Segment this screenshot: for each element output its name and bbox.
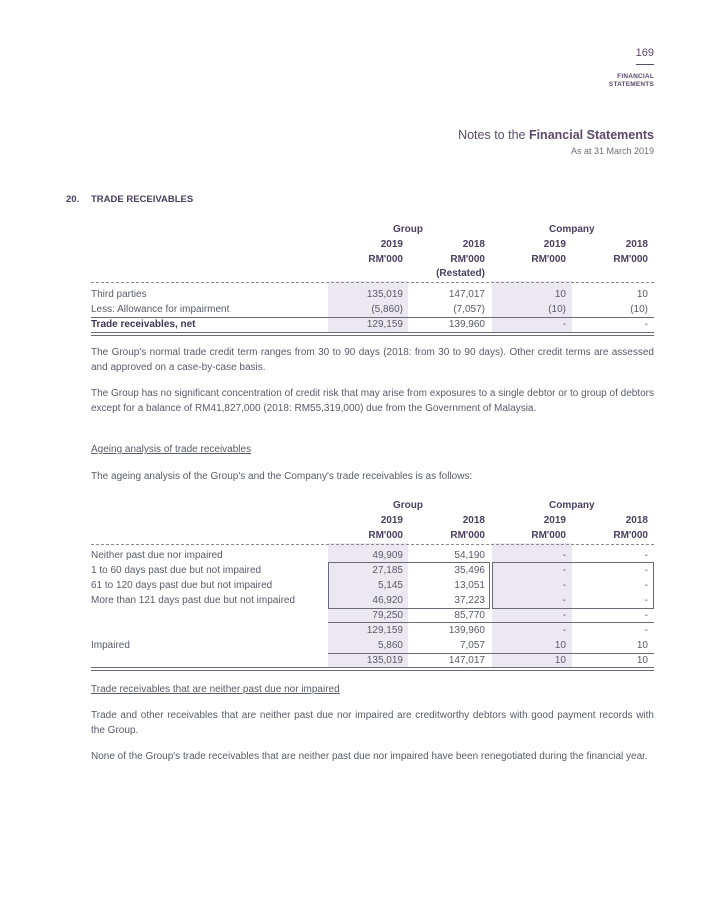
cell-value: -: [644, 580, 648, 591]
page-number: 169: [635, 47, 654, 59]
year-header: 2019: [543, 239, 566, 250]
row-label: More than 121 days past due but not impaired: [91, 595, 296, 606]
cell-value: 139,960: [448, 319, 485, 330]
cell-value: -: [562, 595, 566, 606]
subtotal-rule: [328, 622, 654, 623]
cell-value: (7,057): [453, 304, 485, 315]
cell-value: 79,250: [372, 610, 403, 621]
total-double-rule: [91, 332, 654, 336]
cell-value: -: [562, 565, 566, 576]
group-header: Group: [393, 500, 423, 511]
cell-value: -: [562, 550, 566, 561]
note-heading: [66, 194, 193, 205]
paragraph: The ageing analysis of the Group's and the Company's trade receivables is as follows:: [91, 471, 473, 482]
cell-value: 13,051: [454, 580, 485, 591]
cell-value: -: [644, 610, 648, 621]
cell-value: 7,057: [459, 640, 485, 651]
paragraph: None of the Group's trade receivables that are neither past due nor impaired have been renegotiated during the financial year.: [91, 751, 648, 762]
paragraph: Trade and other receivables that are neither past due nor impaired are creditworthy debtors with good payment records with the Group.: [91, 710, 654, 736]
year-header: 2018: [462, 515, 485, 526]
ageing-analysis-table: [91, 498, 654, 670]
cell-value: (5,860): [371, 304, 403, 315]
unit-header: RM'000: [368, 254, 403, 265]
unit-header: RM'000: [368, 530, 403, 541]
unit-header: RM'000: [613, 530, 648, 541]
cell-value: (10): [630, 304, 648, 315]
unit-header: RM'000: [531, 530, 566, 541]
section-label: [609, 73, 654, 89]
cell-value: (10): [548, 304, 566, 315]
cell-value: -: [644, 550, 648, 561]
row-label: 1 to 60 days past due but not impaired: [91, 565, 262, 576]
cell-value: -: [644, 565, 648, 576]
note-title: TRADE RECEIVABLES: [91, 194, 194, 205]
subtotal-rule: [91, 317, 654, 318]
unit-header: RM'000: [531, 254, 566, 265]
row-label: Third parties: [91, 289, 147, 300]
cell-value: -: [562, 319, 566, 330]
cell-value: 46,920: [372, 595, 403, 606]
year-header: 2019: [543, 515, 566, 526]
header-divider: [91, 544, 654, 545]
row-label-total: Trade receivables, net: [91, 319, 196, 330]
subheading: Trade receivables that are neither past due nor impaired: [91, 684, 340, 695]
row-label: Impaired: [91, 640, 130, 651]
cell-value: 85,770: [454, 610, 485, 621]
cell-value: 135,019: [366, 289, 403, 300]
total-double-rule: [91, 667, 654, 671]
page-title: [458, 128, 654, 142]
cell-value: 10: [554, 640, 566, 651]
paragraph: The Group has no significant concentration of credit risk that may arise from exposures to a single debtor or to group of debtors except for a balance of RM41,827,000 (2018: RM55,319,000) due from the Government of Malaysia.: [91, 388, 654, 414]
note-number: 20.: [66, 194, 80, 205]
year-header: 2019: [380, 515, 403, 526]
page-subtitle: As at 31 March 2019: [570, 146, 654, 156]
cell-value: 147,017: [448, 289, 485, 300]
cell-value: 139,960: [448, 625, 485, 636]
paragraph: The Group's normal trade credit term ranges from 30 to 90 days (2018: from 30 to 90 days). Other credit terms are assessed and approved on a case-by-case basis.: [91, 347, 654, 373]
section-label-line2: STATEMENTS: [608, 81, 654, 88]
cell-value: 49,909: [372, 550, 403, 561]
row-label: Less: Allowance for impairment: [91, 304, 230, 315]
cell-value: 10: [636, 640, 648, 651]
unit-header: RM'000: [450, 530, 485, 541]
cell-value: 10: [554, 289, 566, 300]
subtotal-rule: [328, 653, 654, 654]
cell-value: 10: [636, 289, 648, 300]
company-header: Company: [549, 224, 595, 235]
cell-value: -: [644, 595, 648, 606]
page-title-bold: Financial Statements: [528, 128, 654, 142]
year-header: 2019: [380, 239, 403, 250]
cell-value: 5,860: [377, 640, 403, 651]
page-title-prefix: Notes to the: [458, 128, 529, 142]
company-header: Company: [549, 500, 595, 511]
cell-value: -: [562, 625, 566, 636]
cell-value: 37,223: [454, 595, 485, 606]
unit-header: RM'000: [450, 254, 485, 265]
cell-value: 35,496: [454, 565, 485, 576]
unit-header: RM'000: [613, 254, 648, 265]
row-label: Neither past due nor impaired: [91, 550, 223, 561]
header-divider: [91, 282, 654, 283]
cell-value: 10: [554, 655, 566, 666]
year-header: 2018: [625, 239, 648, 250]
cell-value: 54,190: [454, 550, 485, 561]
cell-value: 135,019: [366, 655, 403, 666]
year-header: 2018: [625, 515, 648, 526]
subheading: Ageing analysis of trade receivables: [91, 444, 252, 455]
cell-value: -: [644, 319, 648, 330]
cell-value: -: [562, 580, 566, 591]
cell-value: 129,159: [366, 319, 403, 330]
restated-label: (Restated): [436, 268, 485, 279]
cell-value: -: [644, 625, 648, 636]
group-header: Group: [393, 224, 423, 235]
row-label: 61 to 120 days past due but not impaired: [91, 580, 273, 591]
cell-value: 10: [636, 655, 648, 666]
section-label-line1: FINANCIAL: [617, 73, 654, 80]
trade-receivables-table: [91, 222, 654, 334]
year-header: 2018: [462, 239, 485, 250]
cell-value: 147,017: [448, 655, 485, 666]
cell-value: 5,145: [377, 580, 403, 591]
cell-value: 129,159: [366, 625, 403, 636]
page-number-rule: [636, 64, 654, 65]
cell-value: 27,185: [372, 565, 403, 576]
cell-value: -: [562, 610, 566, 621]
